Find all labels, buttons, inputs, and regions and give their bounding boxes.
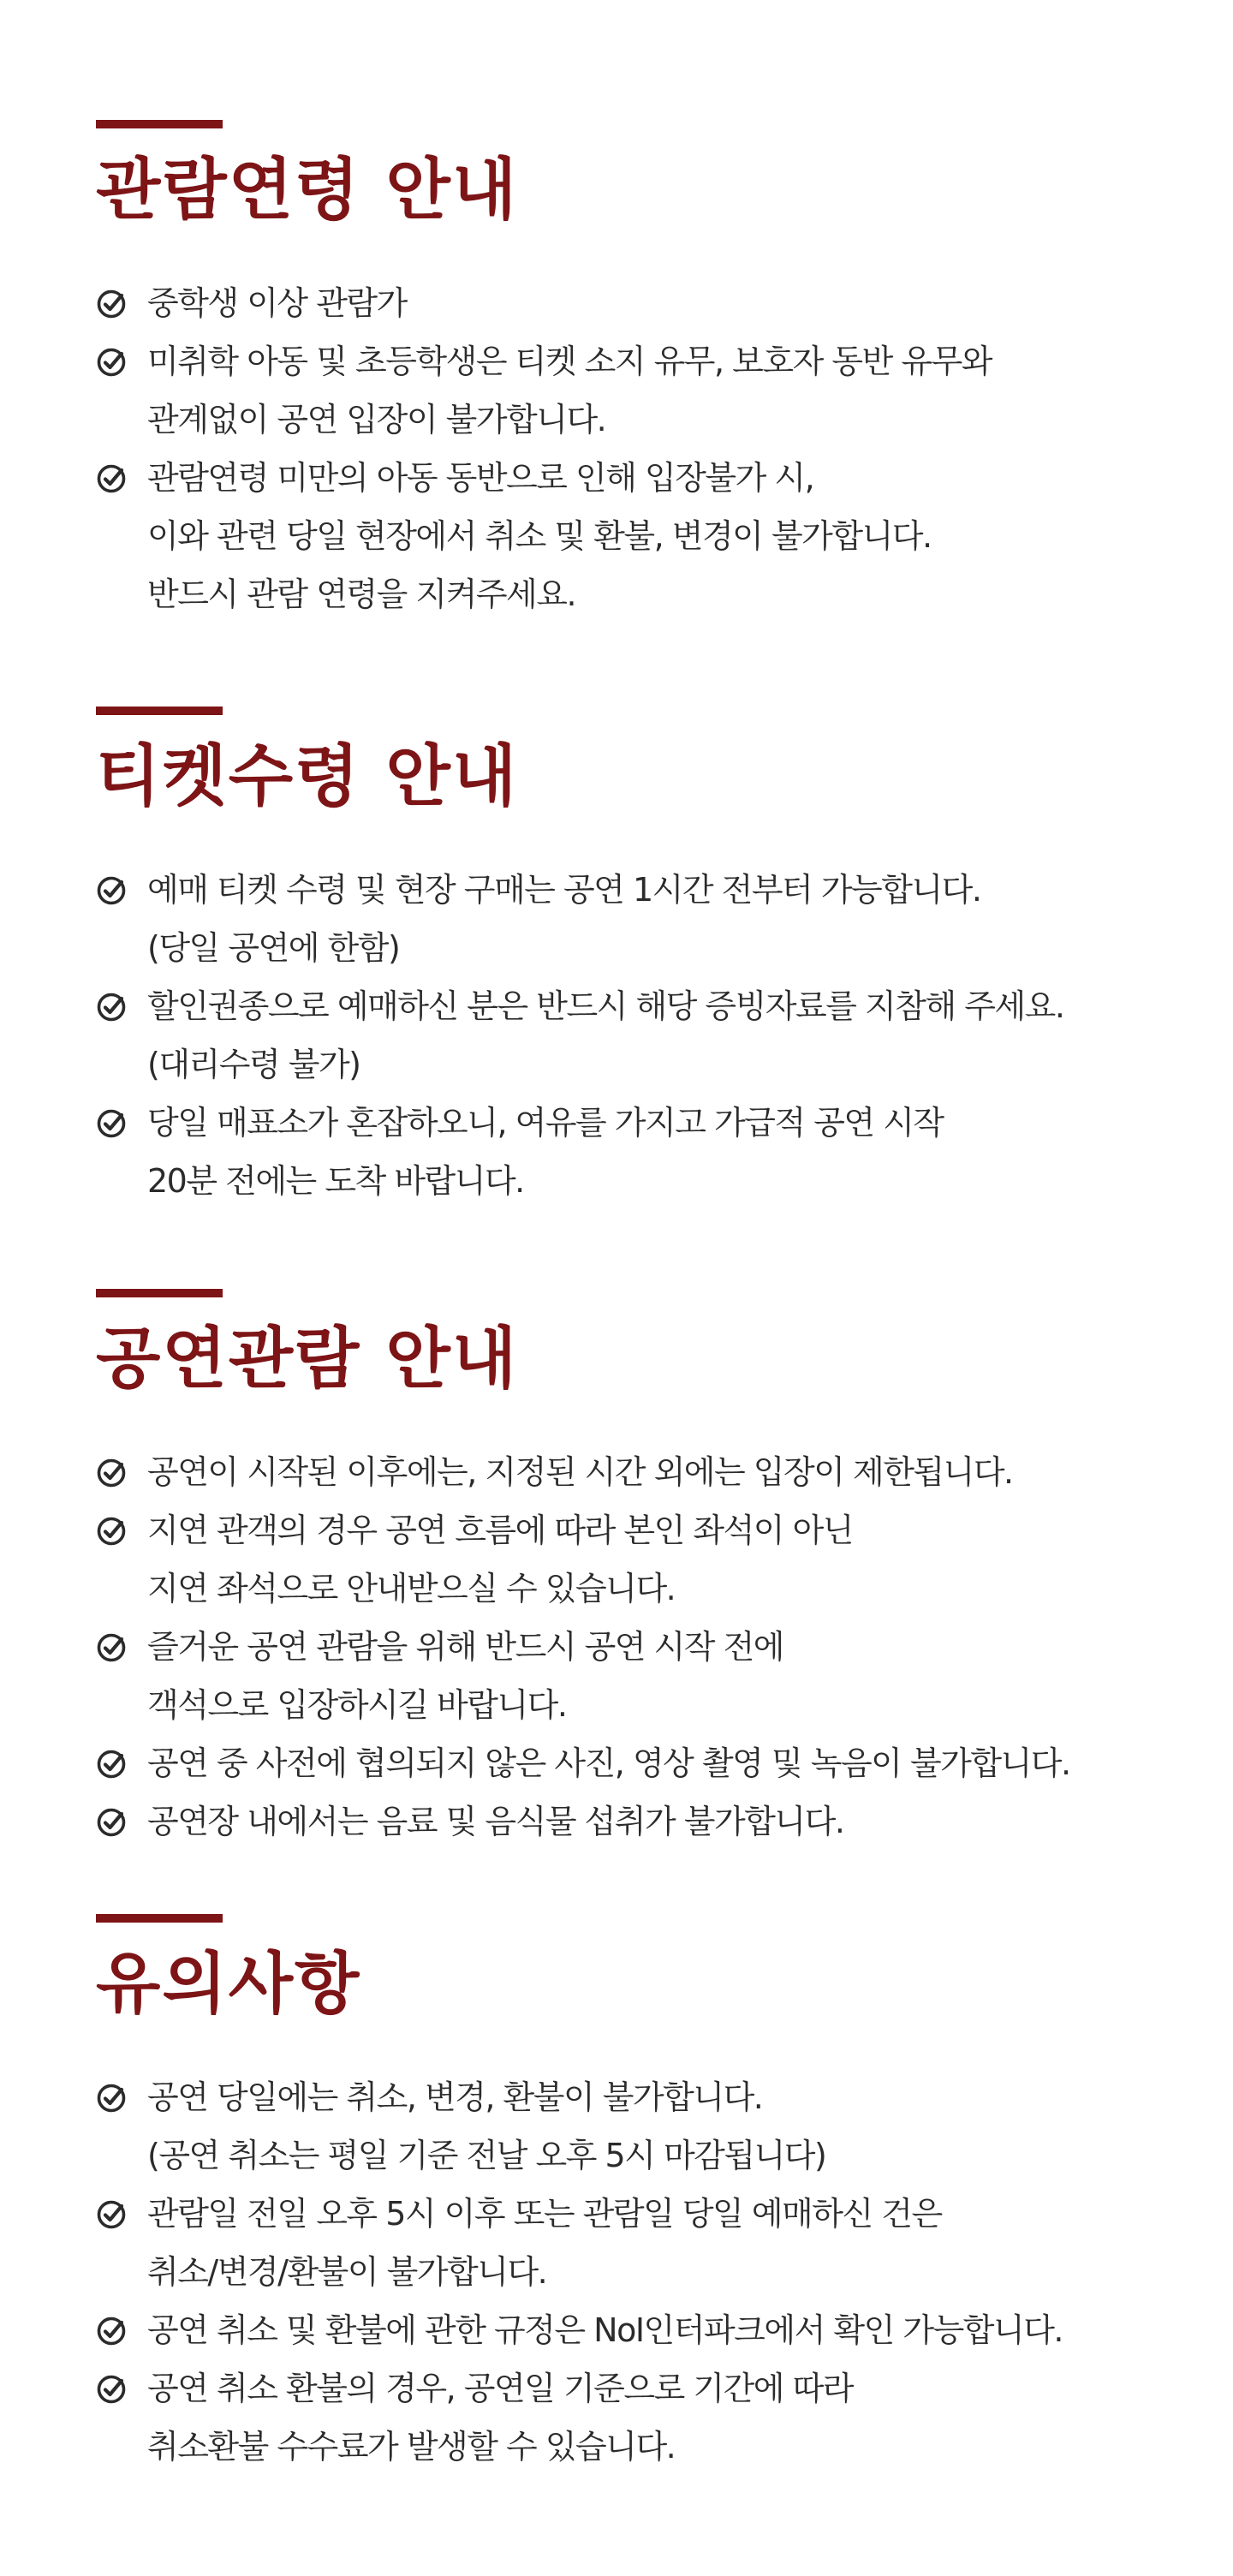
list-item	[96, 332, 1175, 449]
list-item-text: 예매 티켓 수령 및 현장 구매는 공연 1시간 전부터 가능합니다.	[147, 871, 981, 909]
check-circle-icon	[96, 875, 127, 906]
check-circle-icon	[96, 2316, 127, 2346]
section-title: 유의사항	[96, 1945, 361, 2023]
list-item-text: 공연 당일에는 취소, 변경, 환불이 불가합니다.	[147, 2078, 763, 2116]
list-item-text: 반드시 관람 연령을 지켜주세요.	[147, 575, 576, 613]
list-item-text: 취소/변경/환불이 불가합니다.	[147, 2253, 547, 2291]
check-circle-icon	[96, 1807, 127, 1838]
check-circle-icon	[96, 347, 127, 378]
section-item-list	[96, 1443, 1175, 1851]
list-item	[96, 1734, 1175, 1792]
list-item-text: 즐거운 공연 관람을 위해 반드시 공연 시작 전에	[147, 1628, 784, 1666]
notice-section	[96, 707, 1175, 1210]
list-item-text: 이와 관련 당일 현장에서 취소 및 환불, 변경이 불가합니다.	[147, 517, 932, 555]
list-item-text: 20분 전에는 도착 바랍니다.	[147, 1162, 524, 1200]
list-item	[96, 861, 1175, 977]
list-item-text: 공연 취소 환불의 경우, 공연일 기준으로 기간에 따라	[147, 2370, 854, 2407]
list-item	[96, 1792, 1175, 1851]
list-item-text: 미취학 아동 및 초등학생은 티켓 소지 유무, 보호자 동반 유무와	[147, 343, 992, 380]
list-item	[96, 449, 1175, 623]
notice-section	[96, 1914, 1175, 2476]
list-item-text: 할인권종으로 예매하신 분은 반드시 해당 증빙자료를 지참해 주세요.	[147, 987, 1064, 1025]
check-circle-icon	[96, 1632, 127, 1663]
list-item-text: 취소환불 수수료가 발생할 수 있습니다.	[147, 2428, 676, 2466]
check-circle-icon	[96, 289, 127, 319]
list-item	[96, 2359, 1175, 2476]
list-item	[96, 2301, 1175, 2359]
check-circle-icon	[96, 1516, 127, 1547]
section-accent-bar	[96, 707, 223, 715]
list-item-text: 관계없이 공연 입장이 불가합니다.	[147, 401, 606, 438]
check-circle-icon	[96, 2374, 127, 2405]
check-circle-icon	[96, 992, 127, 1023]
section-accent-bar	[96, 1289, 223, 1297]
check-circle-icon	[96, 463, 127, 494]
list-item-text: 지연 관객의 경우 공연 흐름에 따라 본인 좌석이 아닌	[147, 1512, 854, 1549]
list-item-text: 지연 좌석으로 안내받으실 수 있습니다.	[147, 1570, 676, 1607]
list-item	[96, 977, 1175, 1094]
section-title: 티켓수령 안내	[96, 737, 519, 815]
list-item	[96, 1501, 1175, 1618]
list-item-text: 공연 취소 및 환불에 관한 규정은 NoI인터파크에서 확인 가능합니다.	[147, 2311, 1063, 2349]
list-item	[96, 1618, 1175, 1734]
list-item	[96, 2185, 1175, 2301]
check-circle-icon	[96, 2083, 127, 2114]
section-accent-bar	[96, 1914, 223, 1923]
list-item-text: 공연장 내에서는 음료 및 음식물 섭취가 불가합니다.	[147, 1803, 844, 1840]
list-item-text: 관람일 전일 오후 5시 이후 또는 관람일 당일 예매하신 건은	[147, 2195, 942, 2233]
list-item	[96, 2068, 1175, 2185]
notice-section	[96, 1289, 1175, 1851]
list-item-text: (당일 공연에 한함)	[147, 929, 400, 967]
list-item-text: 관람연령 미만의 아동 동반으로 인해 입장불가 시,	[147, 459, 814, 497]
list-item-text: 당일 매표소가 혼잡하오니, 여유를 가지고 가급적 공연 시작	[147, 1104, 944, 1142]
check-circle-icon	[96, 1108, 127, 1139]
section-accent-bar	[96, 120, 223, 128]
notice-section	[96, 120, 1175, 623]
check-circle-icon	[96, 1458, 127, 1488]
list-item-text: 중학생 이상 관람가	[147, 284, 407, 322]
section-title: 공연관람 안내	[96, 1320, 519, 1398]
list-item	[96, 1094, 1175, 1210]
section-item-list	[96, 274, 1175, 623]
list-item-text: (공연 취소는 평일 기준 전날 오후 5시 마감됩니다)	[147, 2137, 826, 2174]
list-item	[96, 1443, 1175, 1501]
check-circle-icon	[96, 2199, 127, 2230]
list-item-text: 객석으로 입장하시길 바랍니다.	[147, 1686, 567, 1724]
section-item-list	[96, 861, 1175, 1210]
section-item-list	[96, 2068, 1175, 2476]
list-item-text: (대리수령 불가)	[147, 1046, 360, 1083]
list-item-text: 공연 중 사전에 협의되지 않은 사진, 영상 촬영 및 녹음이 불가합니다.	[147, 1744, 1070, 1782]
section-title: 관람연령 안내	[96, 151, 519, 229]
check-circle-icon	[96, 1749, 127, 1780]
list-item-text: 공연이 시작된 이후에는, 지정된 시간 외에는 입장이 제한됩니다.	[147, 1453, 1013, 1491]
list-item	[96, 274, 1175, 332]
